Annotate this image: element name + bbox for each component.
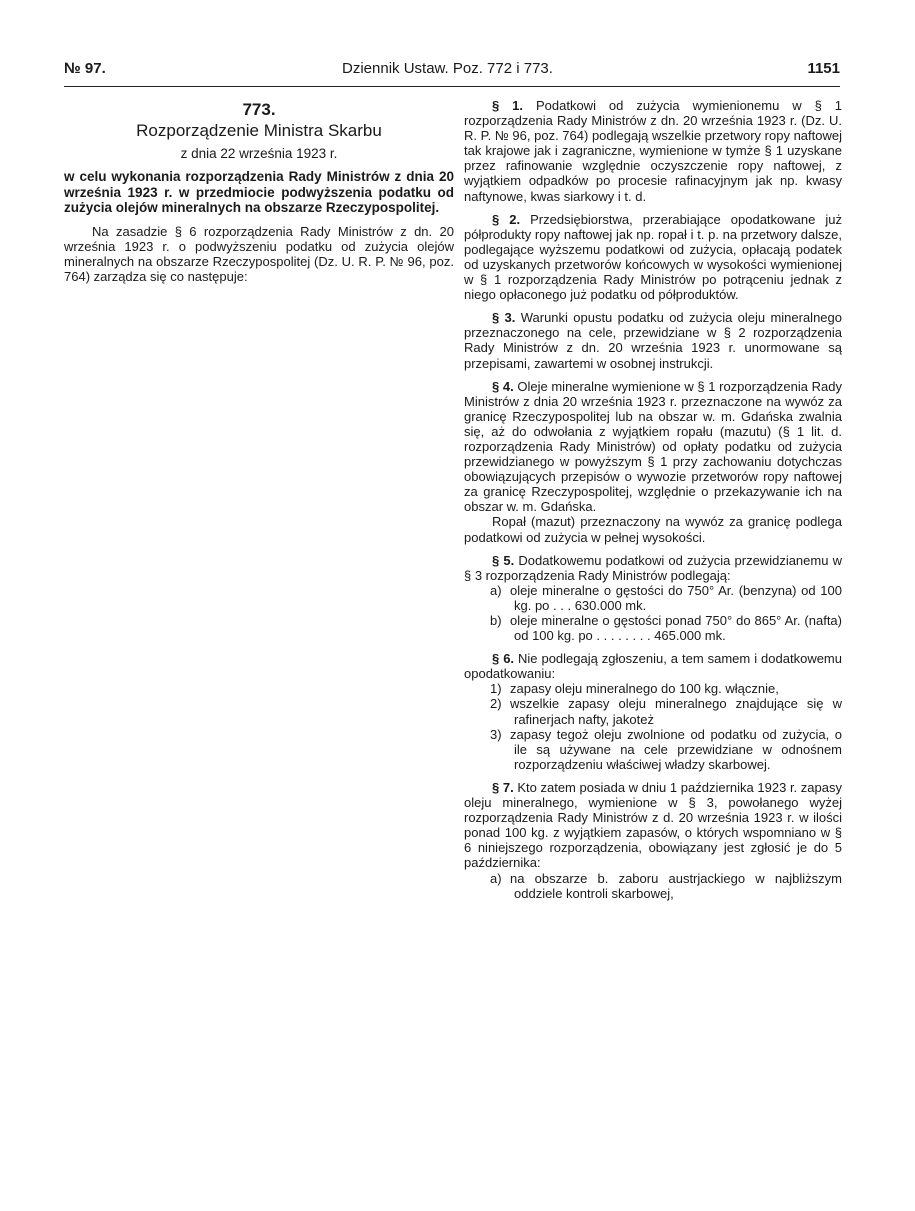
section-6 bbox=[464, 651, 842, 772]
journal-title: Dziennik Ustaw. Poz. 772 i 773. bbox=[342, 60, 553, 77]
section-3-label: § 3. bbox=[492, 310, 516, 326]
list-item-text: oleje mineralne o gęstości ponad 750° do 865° Ar. (nafta) od 100 kg. po . . . . . . . . 465.000 mk. bbox=[510, 613, 842, 644]
section-7-label: § 7. bbox=[492, 779, 514, 795]
section-4-text-2: Ropał (mazut) przeznaczony na wywóz za granicę podlega podatkowi od zużycia w pełnej wysokości. bbox=[464, 514, 842, 545]
list-item-label: a) bbox=[490, 582, 502, 598]
section-4-text: Oleje mineralne wymienione w § 1 rozporządzenia Rady Ministrów z dnia 20 września 1923 r. przeznaczone na wywóz za granicę Rzeczypospolitej lub na obszar w. m. Gdańska zwalnia się, aż do odwołania z wyjątkiem ropału (mazutu) (§ 1 lit. d. rozporządzenia Rady Ministrów) od opłaty podatku od zużycia przewidzianego w powyższym § 1 przy zachowaniu dotychczas obowiązujących przepisów o wywozie przetworów ropy naftowej za granicę Rzeczypospolitej, względnie o przekazywanie ich na obszar w. m. Gdańska. bbox=[464, 378, 842, 515]
preamble: Na zasadzie § 6 rozporządzenia Rady Ministrów z dn. 20 września 1923 r. o podwyższeniu podatku od zużycia olejów mineralnych na obszarze Rzeczypospolitej (Dz. U. R. P. № 96, poz. 764) zarządza się co następuje: bbox=[64, 223, 454, 285]
section-5-text: Dodatkowemu podatkowi od zużycia przewidzianemu w § 3 rozporządzenia Rady Ministrów podlegają: bbox=[464, 552, 843, 583]
section-6-text: Nie podlegają zgłoszeniu, a tem samem i dodatkowemu opodatkowaniu: bbox=[464, 651, 842, 682]
list-item bbox=[464, 681, 842, 696]
list-item-text: na obszarze b. zaboru austrjackiego w najbliższym oddziele kontroli skarbowej, bbox=[510, 870, 842, 901]
section-1-text: Podatkowi od zużycia wymienionemu w § 1 rozporządzenia Rady Ministrów z dn. 20 września 1923 r. (Dz. U. R. P. № 96, poz. 764) podlegają wszelkie przetwory ropy naftowej tak krajowe jak i zagraniczne, wymienione w tymże § 1 uzyskane przez rafinowanie względnie oczyszczenie ropy naftowej, z wyjątkiem odpadków po procesie rafinacyjnym jak np. kwasy naftynowe, kwas siarkowy i t. d. bbox=[464, 98, 842, 204]
right-column bbox=[464, 98, 842, 909]
section-7-text: Kto zatem posiada w dniu 1 października 1923 r. zapasy oleju mineralnego, wymienione w § 3, powołanego wyżej rozporządzenia Rady Ministrów z d. 20 września 1923 r. w ilości ponad 100 kg. z wyjątkiem zapasów, o których wspomniano w § 6 niniejszego rozporządzenia, obowiązany jest zgłosić je do 5 października: bbox=[464, 779, 842, 871]
section-5-label: § 5. bbox=[492, 552, 515, 568]
page-number: 1151 bbox=[807, 60, 840, 77]
section-2-label: § 2. bbox=[492, 211, 521, 227]
header-rule bbox=[64, 86, 840, 87]
section-4 bbox=[464, 379, 842, 545]
list-item bbox=[464, 871, 842, 901]
section-3 bbox=[464, 310, 842, 370]
list-item bbox=[464, 583, 842, 613]
section-2-text: Przedsiębiorstwa, przerabiające opodatkowane już półprodukty ropy naftowej jak np. ropał i t. p. na przetwory dalsze, podlegające wyższemu podatkowi od zużycia, opłacają podatek od uzyskanych przetworów końcowych w wysokości wymienionej w § 1 rozporządzenia Rady Ministrów po potrąceniu jednak z niego opłaconego już podatku od półproduktów. bbox=[464, 211, 842, 303]
section-2 bbox=[464, 212, 842, 303]
section-3-text: Warunki opustu podatku od zużycia oleju mineralnego przeznaczonego na cele, przewidziane w § 2 rozporządzenia Rady Ministrów z dn. 20 września 1923 r. unormowane są przepisami, zawartemi w osobnej instrukcji. bbox=[464, 310, 842, 371]
list-item-label: 3) bbox=[490, 726, 502, 742]
regulation-subject: w celu wykonania rozporządzenia Rady Ministrów z dnia 20 września 1923 r. w przedmiocie podwyższenia podatku od zużycia olejów mineralnych na obszarze Rzeczypospolitej. bbox=[64, 169, 454, 216]
section-1 bbox=[464, 98, 842, 204]
list-item bbox=[464, 613, 842, 643]
list-item-text: wszelkie zapasy oleju mineralnego znajdujące się w rafinerjach nafty, jakoteż bbox=[510, 696, 842, 727]
regulation-title: Rozporządzenie Ministra Skarbu bbox=[136, 121, 382, 141]
list-item-text: zapasy tegoż oleju zwolnione od podatku od zużycia, o ile są używane na cele przewidziane w odnośnem rozporządzeniu właściwej władzy skarbowej. bbox=[510, 726, 842, 772]
section-1-label: § 1. bbox=[492, 98, 524, 113]
section-5 bbox=[464, 553, 842, 644]
list-item-text: oleje mineralne o gęstości do 750° Ar. (benzyna) od 100 kg. po . . . 630.000 mk. bbox=[510, 582, 842, 613]
list-item bbox=[464, 727, 842, 772]
list-item bbox=[464, 696, 842, 726]
section-6-label: § 6. bbox=[492, 651, 515, 667]
section-7 bbox=[464, 780, 842, 901]
list-item-label: a) bbox=[490, 870, 502, 886]
list-item-label: 2) bbox=[490, 696, 502, 712]
page-header bbox=[64, 60, 840, 84]
position-number: 773. bbox=[242, 100, 276, 119]
list-item-label: b) bbox=[490, 613, 502, 628]
issue-number: № 97. bbox=[64, 60, 106, 77]
regulation-date: z dnia 22 września 1923 r. bbox=[180, 146, 338, 162]
section-4-label: § 4. bbox=[492, 378, 514, 394]
left-column bbox=[64, 98, 454, 284]
list-item-text: zapasy oleju mineralnego do 100 kg. włącznie, bbox=[510, 681, 779, 697]
list-item-label: 1) bbox=[490, 681, 502, 697]
